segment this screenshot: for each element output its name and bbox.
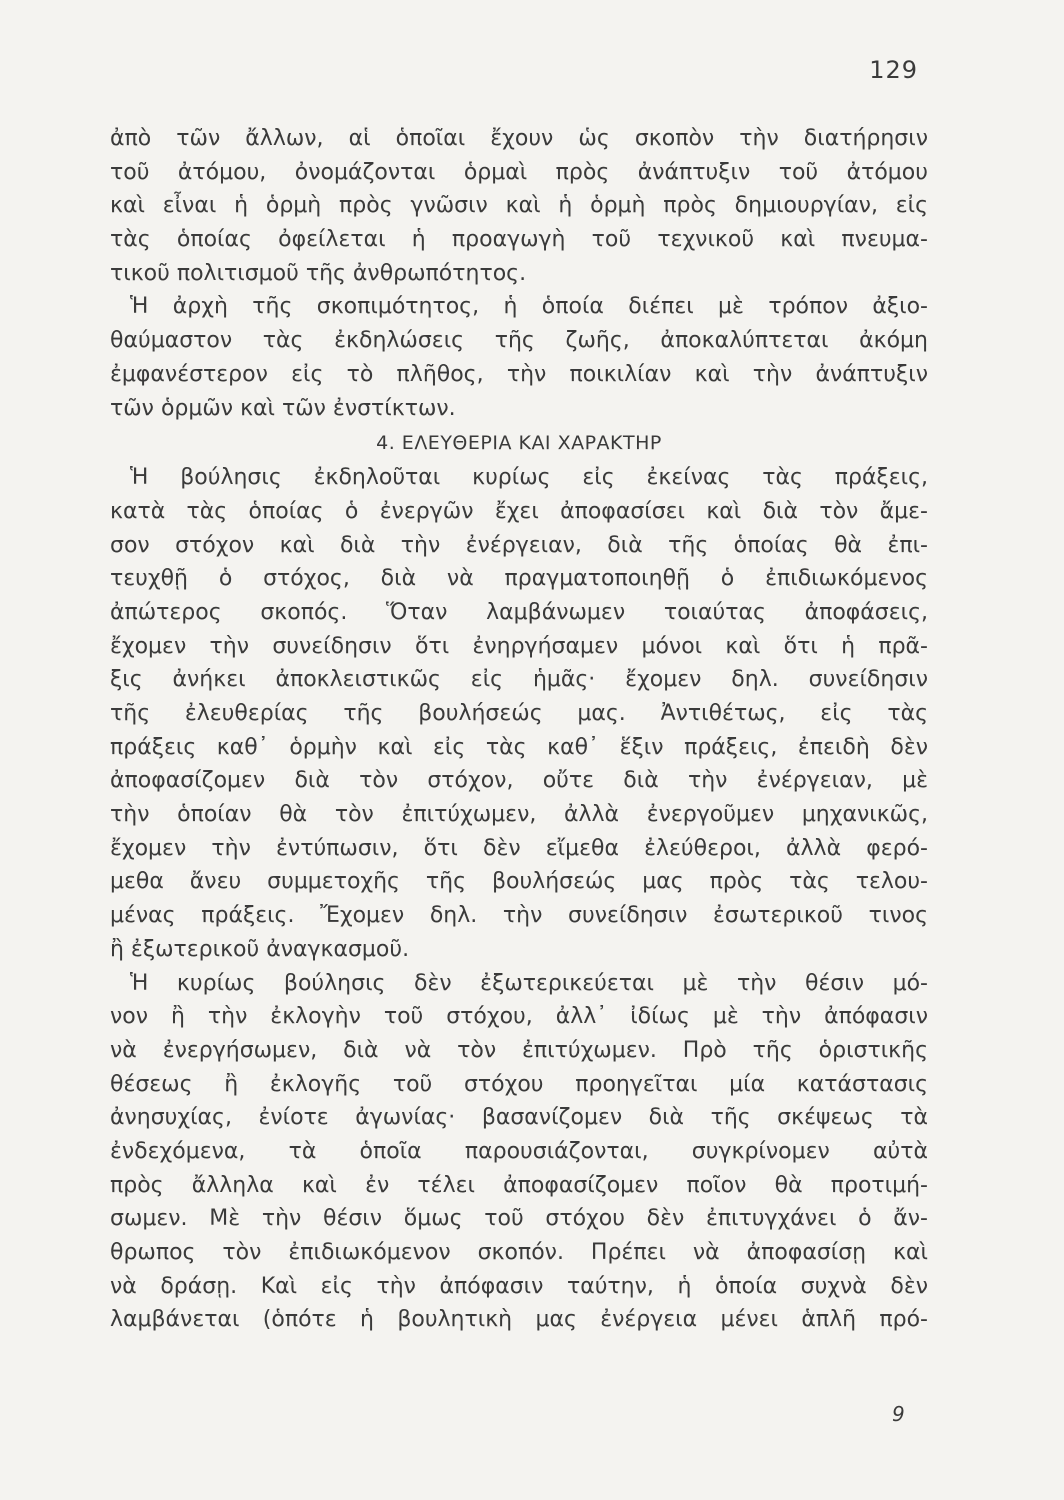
- text-line: ἢ ἐξωτερικοῦ ἀναγκασμοῦ.: [110, 936, 410, 962]
- text-line: θαύμαστον τὰς ἐκδηλώσεις τῆς ζωῆς, ἀποκαλύπτεται ἀκόμη: [110, 328, 928, 354]
- text-line: τὰς ὁποίας ὀφείλεται ἡ προαγωγὴ τοῦ τεχνικοῦ καὶ πνευμα-: [110, 227, 928, 253]
- text-line: πράξεις καθ᾿ ὁρμὴν καὶ εἰς τὰς καθ᾿ ἕξιν πράξεις, ἐπειδὴ δὲν: [110, 734, 928, 760]
- text-line: ἀποφασίζομεν διὰ τὸν στόχον, οὔτε διὰ τὴν ἐνέργειαν, μὲ: [110, 768, 928, 794]
- text-line: ξις ἀνήκει ἀποκλειστικῶς εἰς ἡμᾶς· ἔχομεν δηλ. συνείδησιν: [110, 667, 928, 693]
- text-line: καὶ εἶναι ἡ ὁρμὴ πρὸς γνῶσιν καὶ ἡ ὁρμὴ πρὸς δημιουργίαν, εἰς: [110, 193, 928, 219]
- text-line: τευχθῇ ὁ στόχος, διὰ νὰ πραγματοποιηθῇ ὁ ἐπιδιωκόμενος: [110, 566, 928, 592]
- text-line: λαμβάνεται (ὁπότε ἡ βουλητικὴ μας ἐνέργεια μένει ἁπλῆ πρό-: [110, 1307, 928, 1333]
- text-line: μεθα ἄνευ συμμετοχῆς τῆς βουλήσεώς μας πρὸς τὰς τελου-: [110, 869, 928, 895]
- text-line: νὰ δράσῃ. Καὶ εἰς τὴν ἀπόφασιν ταύτην, ἡ ὁποία συχνὰ δὲν: [110, 1273, 928, 1299]
- text-line: Ἡ κυρίως βούλησις δὲν ἐξωτερικεύεται μὲ τὴν θέσιν μό-: [130, 970, 928, 996]
- text-line: Ἡ ἀρχὴ τῆς σκοπιμότητος, ἡ ὁποία διέπει μὲ τρόπον ἀξιο-: [130, 294, 928, 320]
- text-line: ἔχομεν τὴν συνείδησιν ὅτι ἐνηργήσαμεν μόνοι καὶ ὅτι ἡ πρᾶ-: [110, 633, 928, 659]
- text-line: τῆς ἐλευθερίας τῆς βουλήσεώς μας. Ἀντιθέτως, εἰς τὰς: [110, 701, 928, 726]
- text-line: κατὰ τὰς ὁποίας ὁ ἐνεργῶν ἔχει ἀποφασίσει καὶ διὰ τὸν ἄμε-: [110, 498, 928, 524]
- text-line: νὰ ἐνεργήσωμεν, διὰ νὰ τὸν ἐπιτύχωμεν. Πρὸ τῆς ὁριστικῆς: [110, 1037, 928, 1063]
- text-line: ἀνησυχίας, ἐνίοτε ἀγωνίας· βασανίζομεν διὰ τῆς σκέψεως τὰ: [110, 1105, 928, 1131]
- text-line: τῶν ὁρμῶν καὶ τῶν ἐνστίκτων.: [110, 395, 456, 421]
- text-line: ἀπώτερος σκοπός. Ὅταν λαμβάνωμεν τοιαύτας ἀποφάσεις,: [110, 599, 928, 625]
- signature-mark: 9: [892, 1402, 905, 1426]
- body-text: [110, 122, 928, 1337]
- text-line: πρὸς ἄλληλα καὶ ἐν τέλει ἀποφασίζομεν ποῖον θὰ προτιμή-: [110, 1172, 928, 1198]
- text-line: τοῦ ἀτόμου, ὀνομάζονται ὁρμαὶ πρὸς ἀνάπτυξιν τοῦ ἀτόμου: [110, 159, 928, 185]
- text-line: σον στόχον καὶ διὰ τὴν ἐνέργειαν, διὰ τῆς ὁποίας θὰ ἐπι-: [110, 532, 928, 558]
- text-line: τὴν ὁποίαν θὰ τὸν ἐπιτύχωμεν, ἀλλὰ ἐνεργοῦμεν μηχανικῶς,: [110, 802, 928, 828]
- text-line: νον ἢ τὴν ἐκλογὴν τοῦ στόχου, ἀλλ᾿ ἰδίως μὲ τὴν ἀπόφασιν: [110, 1004, 928, 1030]
- page-number: 129: [869, 56, 918, 84]
- text-line: Ἡ βούλησις ἐκδηλοῦται κυρίως εἰς ἐκείνας τὰς πράξεις,: [130, 465, 928, 491]
- text-line: ἐμφανέστερον εἰς τὸ πλῆθος, τὴν ποικιλίαν καὶ τὴν ἀνάπτυξιν: [110, 361, 928, 387]
- text-line: ἐνδεχόμενα, τὰ ὁποῖα παρουσιάζονται, συγκρίνομεν αὐτὰ: [110, 1138, 928, 1164]
- text-line: θρωπος τὸν ἐπιδιωκόμενον σκοπόν. Πρέπει νὰ ἀποφασίσῃ καὶ: [110, 1240, 928, 1265]
- text-line: ἀπὸ τῶν ἄλλων, αἱ ὁποῖαι ἔχουν ὡς σκοπὸν τὴν διατήρησιν: [110, 126, 928, 151]
- section-heading: 4. ΕΛΕΥΘΕΡΙΑ ΚΑΙ ΧΑΡΑΚΤΗΡ: [376, 432, 662, 455]
- text-line: τικοῦ πολιτισμοῦ τῆς ἀνθρωπότητος.: [110, 260, 527, 286]
- text-line: μένας πράξεις. Ἔχομεν δηλ. τὴν συνείδησιν ἐσωτερικοῦ τινος: [110, 903, 928, 929]
- text-line: ἔχομεν τὴν ἐντύπωσιν, ὅτι δὲν εἴμεθα ἐλεύθεροι, ἀλλὰ φερό-: [110, 835, 928, 861]
- text-line: θέσεως ἢ ἐκλογῆς τοῦ στόχου προηγεῖται μία κατάστασις: [110, 1071, 928, 1097]
- text-line: σωμεν. Μὲ τὴν θέσιν ὅμως τοῦ στόχου δὲν ἐπιτυγχάνει ὁ ἄν-: [110, 1206, 928, 1232]
